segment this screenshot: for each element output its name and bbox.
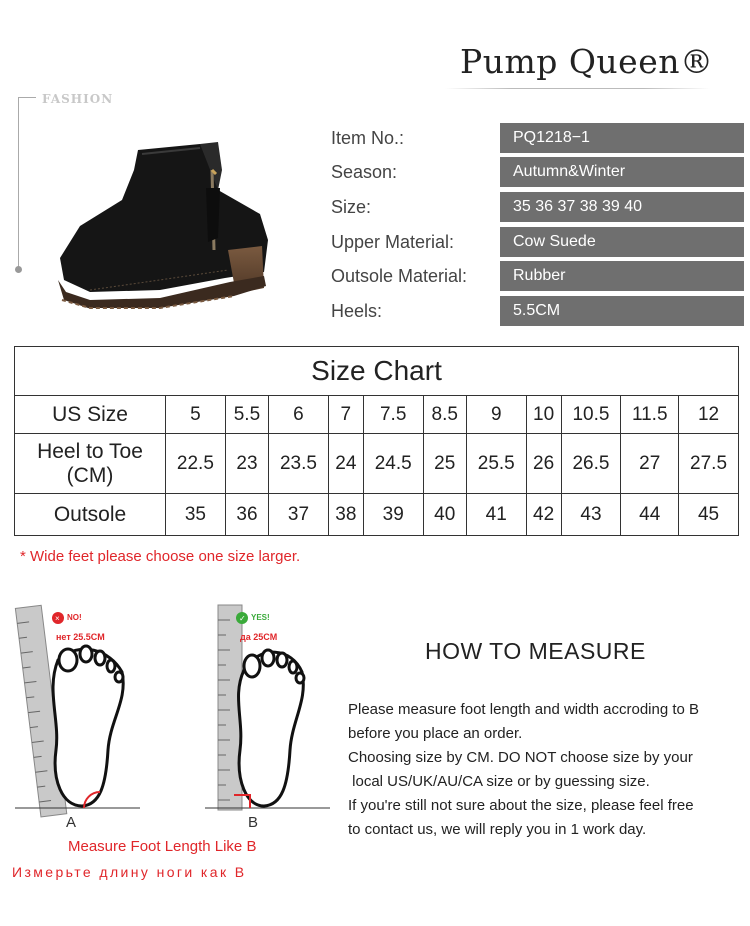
diagram-label-a: A bbox=[66, 814, 77, 831]
table-cell: 36 bbox=[225, 494, 268, 536]
table-cell: 27.5 bbox=[679, 434, 739, 494]
badge-yes: YES! bbox=[251, 613, 270, 622]
wide-feet-note: * Wide feet please choose one size larger. bbox=[20, 548, 301, 565]
table-cell: 39 bbox=[363, 494, 423, 536]
measure-caption-en: Measure Foot Length Like B bbox=[68, 838, 257, 855]
table-row bbox=[15, 396, 739, 434]
spec-label-size: Size: bbox=[331, 197, 372, 217]
row-head-outsole: Outsole bbox=[15, 494, 166, 536]
table-cell: 37 bbox=[269, 494, 329, 536]
table-row bbox=[15, 434, 739, 494]
row-head-heel-to-toe: Heel to Toe (CM) bbox=[15, 434, 166, 494]
decor-line-h bbox=[18, 97, 36, 98]
decor-line-v bbox=[18, 97, 19, 267]
how-to-measure-title: HOW TO MEASURE bbox=[425, 638, 646, 664]
table-cell: 5.5 bbox=[225, 396, 268, 434]
boot-product-image bbox=[50, 130, 290, 330]
table-cell: 41 bbox=[466, 494, 526, 536]
table-cell: 43 bbox=[561, 494, 621, 536]
table-cell: 38 bbox=[328, 494, 363, 536]
brand-logo: Pump Queen® bbox=[460, 42, 714, 81]
table-cell: 26.5 bbox=[561, 434, 621, 494]
row-head-us-size: US Size bbox=[15, 396, 166, 434]
spec-label-item-no: Item No.: bbox=[331, 128, 405, 148]
table-cell: 7.5 bbox=[363, 396, 423, 434]
how-to-measure-text bbox=[348, 698, 743, 842]
diagram-label-b: B bbox=[248, 814, 259, 831]
how-line: Please measure foot length and width accroding to B bbox=[348, 701, 700, 718]
spec-label-outsole-material: Outsole Material: bbox=[331, 266, 468, 286]
spec-value-season: Autumn&Winter bbox=[500, 157, 744, 187]
spec-value-upper-material: Cow Suede bbox=[500, 227, 744, 257]
size-chart-table bbox=[14, 346, 739, 536]
table-cell: 27 bbox=[621, 434, 679, 494]
table-cell: 23 bbox=[225, 434, 268, 494]
measure-b-text: да 25CM bbox=[240, 632, 278, 642]
table-cell: 22.5 bbox=[166, 434, 226, 494]
watermark-text: FASHION bbox=[42, 92, 114, 106]
how-line: If you're still not sure about the size, please feel free bbox=[348, 797, 694, 814]
table-cell: 25.5 bbox=[466, 434, 526, 494]
table-cell: 44 bbox=[621, 494, 679, 536]
table-cell: 23.5 bbox=[269, 434, 329, 494]
how-line: to contact us, we will reply you in 1 work day. bbox=[348, 821, 647, 838]
spec-value-outsole-material: Rubber bbox=[500, 261, 744, 291]
table-cell: 26 bbox=[526, 434, 561, 494]
decor-dot bbox=[15, 266, 22, 273]
table-cell: 7 bbox=[328, 396, 363, 434]
spec-label-heels: Heels: bbox=[331, 301, 383, 321]
how-line: Choosing size by CM. DO NOT choose size by your bbox=[348, 749, 693, 766]
table-cell: 11.5 bbox=[621, 396, 679, 434]
foot-diagram-a bbox=[10, 600, 150, 825]
table-cell: 24 bbox=[328, 434, 363, 494]
spec-label-season: Season: bbox=[331, 162, 398, 182]
table-cell: 10.5 bbox=[561, 396, 621, 434]
table-row bbox=[15, 494, 739, 536]
spec-label-upper-material: Upper Material: bbox=[331, 232, 455, 252]
badge-no: NO! bbox=[67, 613, 82, 622]
size-chart-title: Size Chart bbox=[15, 347, 739, 396]
measure-caption-ru: Измерьте длину ноги как В bbox=[12, 864, 247, 880]
measure-a-text: нет 25.5CM bbox=[56, 632, 105, 642]
table-cell: 9 bbox=[466, 396, 526, 434]
table-cell: 40 bbox=[423, 494, 466, 536]
spec-value-size: 35 36 37 38 39 40 bbox=[500, 192, 744, 222]
svg-text:×: × bbox=[55, 614, 60, 623]
table-cell: 5 bbox=[166, 396, 226, 434]
svg-text:✓: ✓ bbox=[239, 614, 246, 623]
how-line: local US/UK/AU/CA size or by guessing size. bbox=[348, 773, 650, 790]
spec-value-heels: 5.5CM bbox=[500, 296, 744, 326]
how-line: before you place an order. bbox=[348, 725, 523, 742]
table-cell: 42 bbox=[526, 494, 561, 536]
table-cell: 12 bbox=[679, 396, 739, 434]
foot-diagram-b bbox=[200, 600, 340, 825]
table-cell: 6 bbox=[269, 396, 329, 434]
table-cell: 35 bbox=[166, 494, 226, 536]
table-cell: 8.5 bbox=[423, 396, 466, 434]
table-cell: 24.5 bbox=[363, 434, 423, 494]
table-cell: 10 bbox=[526, 396, 561, 434]
table-cell: 45 bbox=[679, 494, 739, 536]
spec-value-item-no: PQ1218−1 bbox=[500, 123, 744, 153]
brand-underline bbox=[445, 88, 710, 89]
table-cell: 25 bbox=[423, 434, 466, 494]
